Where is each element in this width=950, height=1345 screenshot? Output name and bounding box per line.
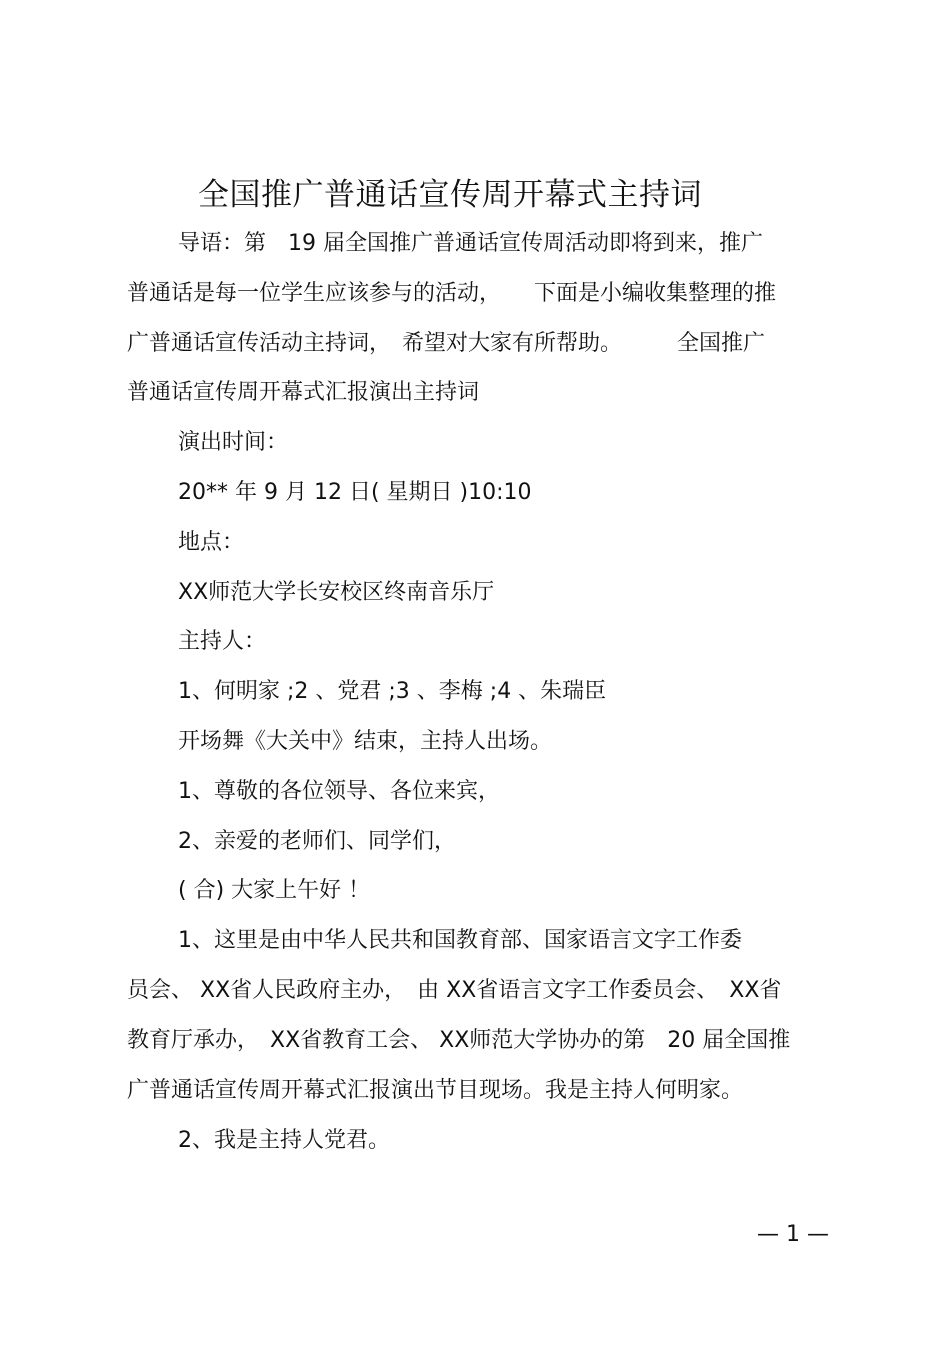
paragraph-line: 教育厅承办， XX省教育工会、 XX师范大学协办的第 20 届全国推 — [127, 1028, 791, 1053]
paragraph-line: 1、尊敬的各位领导、各位来宾， — [178, 779, 500, 804]
paragraph-line: 20** 年 9 月 12 日( 星期日 )10:10 — [178, 480, 532, 505]
paragraph-line: 普通话宣传周开幕式汇报演出主持词 — [127, 380, 480, 405]
paragraph-line: 1、何明家 ;2 、党君 ;3 、李梅 ;4 、朱瑞臣 — [178, 679, 607, 704]
paragraph-line: 广普通话宣传周开幕式汇报演出节目现场。我是主持人何明家。 — [127, 1078, 744, 1103]
paragraph-line: 演出时间： — [178, 430, 289, 455]
paragraph-line: 地点： — [178, 530, 245, 555]
paragraph-line: 普通话是每一位学生应该参与的活动， 下面是小编收集整理的推 — [127, 281, 777, 306]
paragraph-line: 广普通话宣传活动主持词， 希望对大家有所帮助。 全国推广 — [127, 331, 766, 356]
paragraph-line: 开场舞《大关中》结束，主持人出场。 — [178, 729, 553, 754]
paragraph-line: 主持人： — [178, 629, 267, 654]
page-number: — 1 — — [757, 1222, 829, 1247]
paragraph-line: XX师范大学长安校区终南音乐厅 — [178, 580, 495, 605]
paragraph-line: 2、亲爱的老师们、同学们， — [178, 829, 456, 854]
paragraph-line: 2、我是主持人党君。 — [178, 1128, 390, 1153]
paragraph-line: 员会、 XX省人民政府主办， 由 XX省语言文字工作委员会、 XX省 — [127, 978, 782, 1003]
paragraph-line: ( 合) 大家上午好 ！ — [178, 878, 371, 903]
paragraph-line: 导语：第 19 届全国推广普通话宣传周活动即将到来，推广 — [178, 231, 763, 256]
document-title: 全国推广普通话宣传周开幕式主持词 — [198, 177, 702, 213]
paragraph-line: 1、这里是由中华人民共和国教育部、国家语言文字工作委 — [178, 928, 742, 953]
